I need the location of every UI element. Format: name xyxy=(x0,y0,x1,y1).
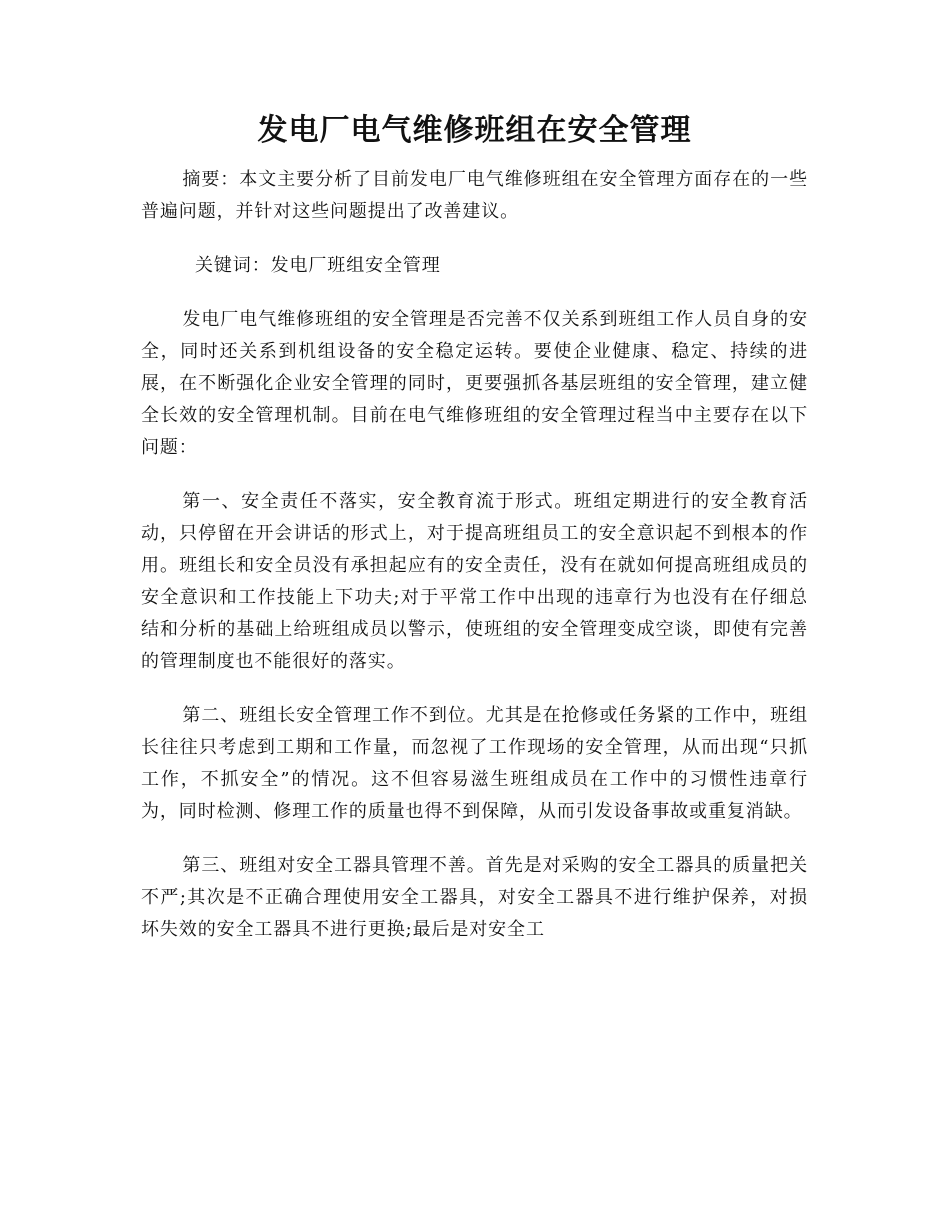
document-body xyxy=(141,108,808,946)
body-paragraph-first: 第一、安全责任不落实，安全教育流于形式。班组定期进行的安全教育活动，只停留在开会讲话的形式上，对于提高班组员工的安全意识起不到根本的作用。班组长和安全员没有承担起应有的安全责任，没有在就如何提高班组成员的安全意识和工作技能上下功夫;对于平常工作中出现的违章行为也没有在仔细总结和分析的基础上给班组成员以警示，使班组的安全管理变成空谈，即使有完善的管理制度也不能很好的落实。 xyxy=(141,491,808,672)
abstract-paragraph: 摘要：本文主要分析了目前发电厂电气维修班组在安全管理方面存在的一些普遍问题，并针对这些问题提出了改善建议。 xyxy=(141,169,808,222)
body-paragraph-intro: 发电厂电气维修班组的安全管理是否完善不仅关系到班组工作人员自身的安全，同时还关系到机组设备的安全稳定运转。要使企业健康、稳定、持续的进展，在不断强化企业安全管理的同时，更要强抓各基层班组的安全管理，建立健全长效的安全管理机制。目前在电气维修班组的安全管理过程当中主要存在以下问题： xyxy=(141,309,808,458)
document-title: 发电厂电气维修班组在安全管理 xyxy=(257,113,692,148)
keywords-line: 关键词：发电厂班组安全管理 xyxy=(195,255,441,276)
body-paragraph-third: 第三、班组对安全工器具管理不善。首先是对采购的安全工器具的质量把关不严;其次是不正确合理使用安全工器具，对安全工器具不进行维护保养，对损坏失效的安全工器具不进行更换;最后是对安全工 xyxy=(141,855,808,940)
body-paragraph-second: 第二、班组长安全管理工作不到位。尤其是在抢修或任务紧的工作中，班组长往往只考虑到工期和工作量，而忽视了工作现场的安全管理，从而出现“只抓工作，不抓安全”的情况。这不但容易滋生班组成员在工作中的习惯性违章行为，同时检测、修理工作的质量也得不到保障，从而引发设备事故或重复消缺。 xyxy=(141,705,808,822)
